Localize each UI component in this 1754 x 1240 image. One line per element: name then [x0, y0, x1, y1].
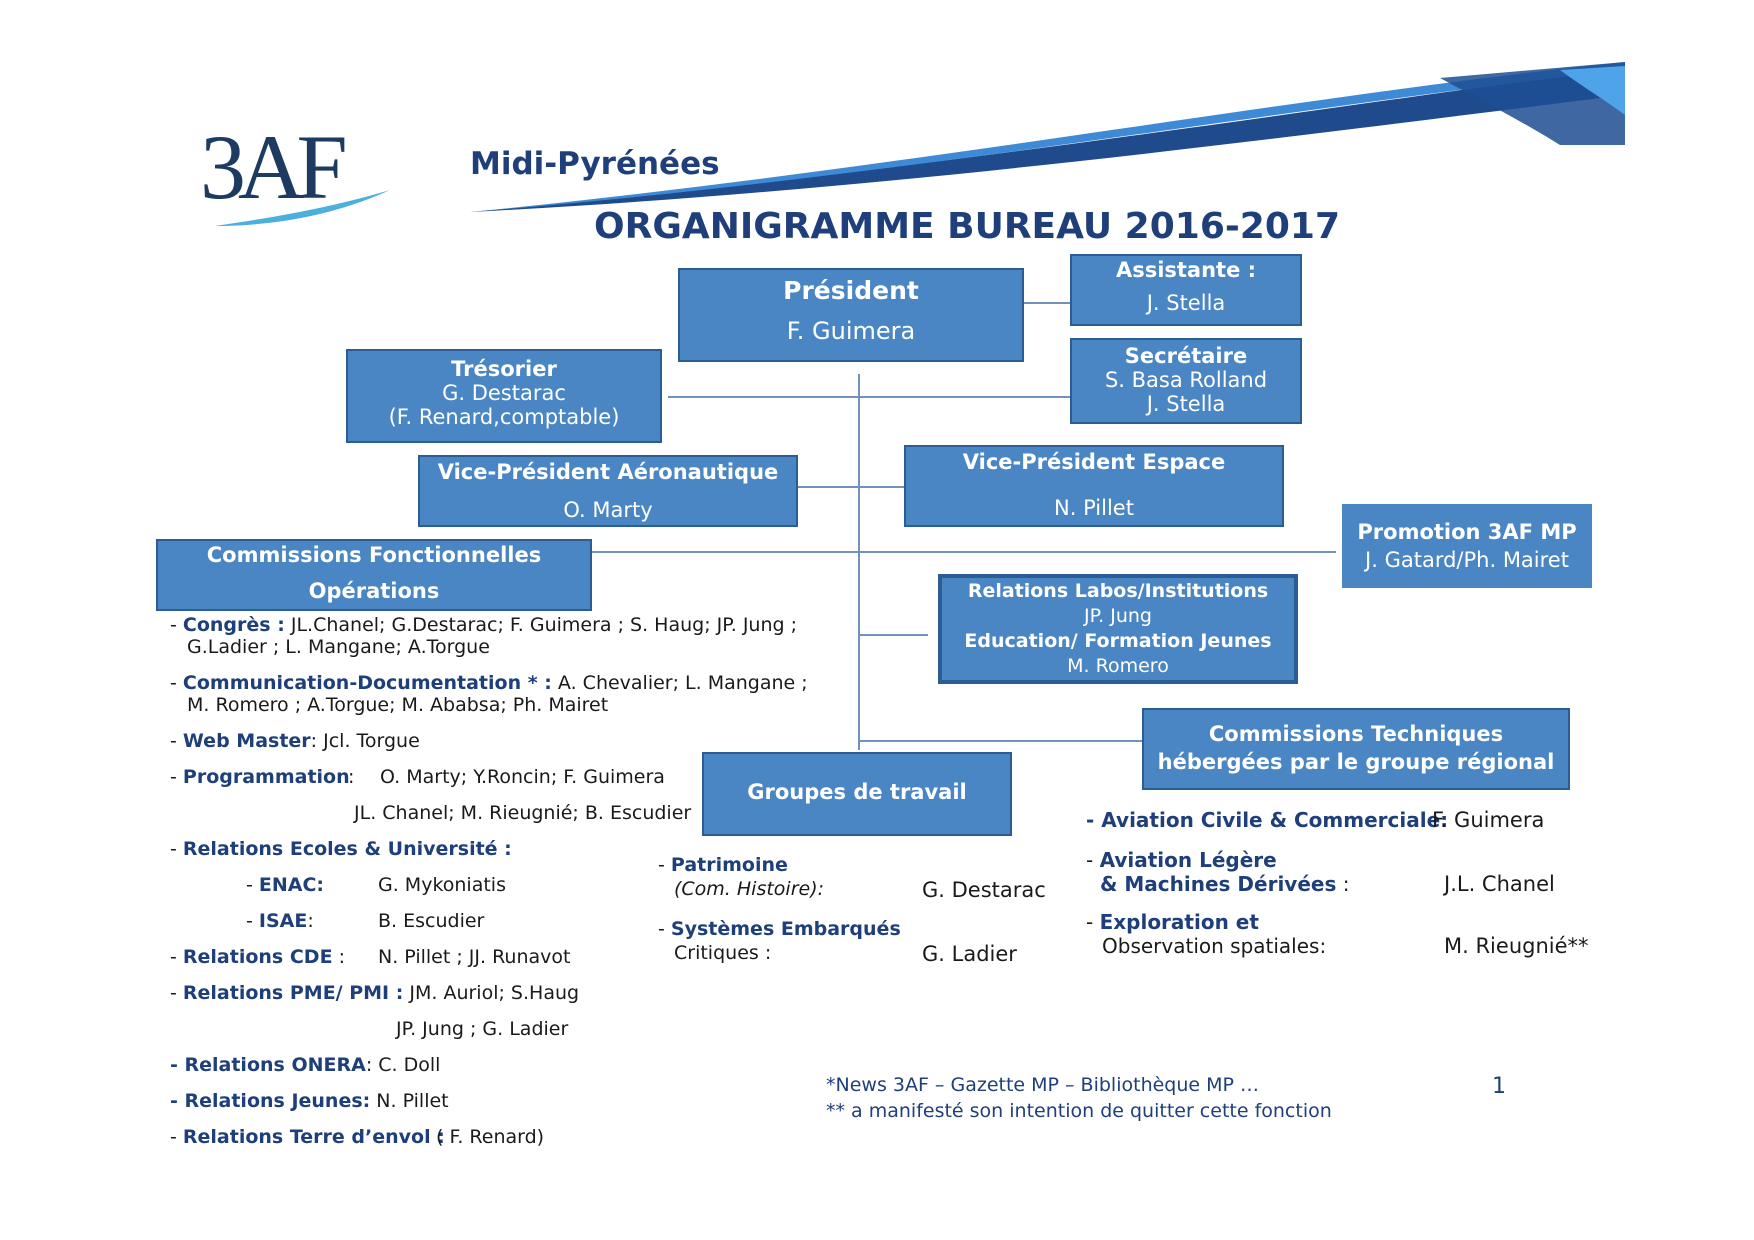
aviation-legere-value: J.L. Chanel	[1444, 872, 1555, 896]
commissions-tech-line2: hébergées par le groupe régional	[1157, 750, 1555, 774]
list-item-programmation: - Programmation	[170, 766, 350, 788]
commissions-fonct-subtitle: Opérations	[308, 579, 440, 603]
education-title: Education/ Formation Jeunes	[964, 630, 1272, 652]
vp-espace-box	[904, 445, 1284, 527]
pme-line2: JP. Jung ; G. Ladier	[396, 1018, 569, 1040]
promotion-name: J. Gatard/Ph. Mairet	[1365, 548, 1569, 572]
vp-aero-box	[418, 455, 798, 527]
isae-value: B. Escudier	[378, 910, 485, 932]
list-item-webmaster: - Web Master: Jcl. Torgue	[170, 730, 420, 752]
exploration-sub: Observation spatiales:	[1102, 934, 1327, 958]
list-item-systemes: - Systèmes Embarqués	[658, 918, 901, 940]
commissions-fonct-box	[156, 539, 592, 611]
secretaire-box	[1070, 338, 1302, 424]
systemes-sub: Critiques :	[674, 942, 772, 964]
commissions-tech-line1: Commissions Techniques	[1208, 722, 1504, 746]
vp-espace-name: N. Pillet	[1054, 496, 1134, 520]
cde-value: N. Pillet ; JJ. Runavot	[378, 946, 571, 968]
connector-relations-labos	[858, 634, 928, 636]
connector-spine	[858, 374, 860, 750]
patrimoine-sub: (Com. Histoire):	[674, 878, 825, 900]
relations-labos-box	[938, 574, 1298, 684]
list-item-pme: - Relations PME/ PMI : JM. Auriol; S.Haug	[170, 982, 580, 1004]
tresorier-title: Trésorier	[451, 357, 557, 381]
commissions-fonct-title: Commissions Fonctionnelles	[206, 543, 542, 567]
tresorier-box	[346, 349, 662, 443]
connector-tresorier-secretaire	[668, 396, 1072, 398]
vp-aero-name: O. Marty	[563, 498, 653, 522]
enac-value: G. Mykoniatis	[378, 874, 506, 896]
aviation-civile-value: F. Guimera	[1432, 808, 1545, 832]
aviation-legere-sub: & Machines Dérivées :	[1100, 872, 1350, 896]
vp-espace-title: Vice-Président Espace	[962, 450, 1226, 474]
footnote-news: *News 3AF – Gazette MP – Bibliothèque MP …	[826, 1074, 1260, 1096]
region-label: Midi-Pyrénées	[470, 146, 720, 182]
assistante-title: Assistante :	[1115, 258, 1257, 282]
assistante-name: J. Stella	[1146, 291, 1226, 315]
footnote-quit: ** a manifesté son intention de quitter cette fonction	[826, 1100, 1332, 1122]
relations-labos-name: JP. Jung	[1084, 605, 1152, 627]
list-item-jeunes: - Relations Jeunes: N. Pillet	[170, 1090, 449, 1112]
list-item-aviation-civile: - Aviation Civile & Commerciale:	[1086, 808, 1449, 832]
list-item-patrimoine: - Patrimoine	[658, 854, 788, 876]
assistante-box	[1070, 254, 1302, 326]
list-item-aviation-legere: - Aviation Légère	[1086, 848, 1277, 872]
tresorier-line2: (F. Renard,comptable)	[388, 405, 620, 429]
logo-text: 3AF	[200, 116, 340, 218]
list-item-enac: - ENAC:	[246, 874, 325, 896]
exploration-value: M. Rieugnié**	[1444, 934, 1589, 958]
programmation-sep: :	[348, 766, 355, 788]
relations-labos-title: Relations Labos/Institutions	[967, 580, 1269, 602]
page-number: 1	[1492, 1074, 1506, 1099]
connector-commissions-tech	[858, 740, 1142, 742]
list-item-ecoles: - Relations Ecoles & Université :	[170, 838, 512, 860]
list-item-communication-cont: M. Romero ; A.Torgue; M. Ababsa; Ph. Mairet	[187, 694, 609, 716]
promotion-box	[1342, 504, 1592, 588]
promotion-title: Promotion 3AF MP	[1357, 520, 1577, 544]
list-item-isae: - ISAE:	[246, 910, 314, 932]
list-item-onera: - Relations ONERA: C. Doll	[170, 1054, 441, 1076]
secretaire-title: Secrétaire	[1124, 344, 1248, 368]
groupes-box	[702, 752, 1012, 836]
list-item-congres-cont: G.Ladier ; L. Mangane; A.Torgue	[187, 636, 490, 658]
secretaire-line1: S. Basa Rolland	[1104, 368, 1268, 392]
commissions-tech-box	[1142, 708, 1570, 790]
president-title: Président	[783, 276, 919, 305]
connector-vp	[798, 486, 906, 488]
list-item-cde: - Relations CDE :	[170, 946, 346, 968]
vp-aero-title: Vice-Président Aéronautique	[437, 460, 779, 484]
terre-value: ( F. Renard)	[436, 1126, 545, 1148]
page-title: ORGANIGRAMME BUREAU 2016-2017	[594, 206, 1340, 247]
education-name: M. Romero	[1067, 655, 1169, 677]
list-item-congres: - Congrès : JL.Chanel; G.Destarac; F. Guimera ; S. Haug; JP. Jung ;	[170, 614, 798, 636]
programmation-line2: JL. Chanel; M. Rieugnié; B. Escudier	[354, 802, 692, 824]
connector-commissions-promotion	[592, 551, 1336, 553]
list-item-terre: - Relations Terre d’envol :	[170, 1126, 445, 1148]
connector-president-assistante	[1024, 302, 1074, 304]
systemes-value: G. Ladier	[922, 942, 1017, 966]
tresorier-line1: G. Destarac	[442, 381, 566, 405]
president-box	[678, 268, 1024, 362]
logo	[200, 118, 400, 228]
list-item-communication: - Communication-Documentation * : A. Chevalier; L. Mangane ;	[170, 672, 808, 694]
president-name: F. Guimera	[786, 317, 916, 345]
groupes-title: Groupes de travail	[747, 780, 967, 804]
secretaire-line2: J. Stella	[1146, 392, 1226, 416]
list-item-exploration: - Exploration et	[1086, 910, 1259, 934]
patrimoine-value: G. Destarac	[922, 878, 1046, 902]
programmation-line1: O. Marty; Y.Roncin; F. Guimera	[380, 766, 665, 788]
